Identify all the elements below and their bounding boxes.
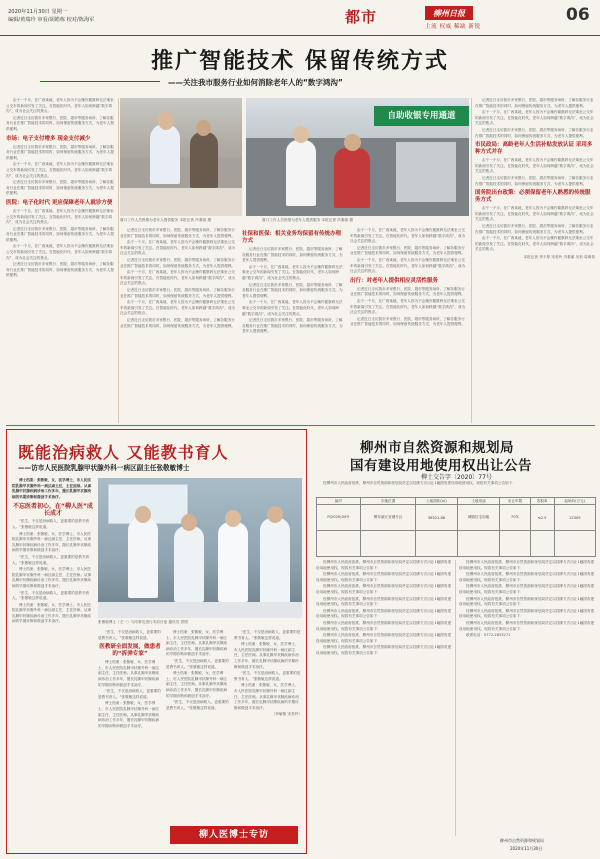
lead-text-block: 记者近日走访我市多家银行、医院、超市等服务场所，了解各服务行业在推广智能技术的同时，如何保留传统服务方式，为老年人提供便利。: [475, 223, 594, 234]
lead-text-block: 记者近日走访我市多家银行、医院、超市等服务场所，了解各服务行业在推广智能技术的同时，如何保留传统服务方式，为老年人提供便利。: [475, 127, 594, 138]
lead-text-block: 记者近日走访我市多家银行、医院、超市等服务场所，了解各服务行业在推广智能技术的同时，如何保留传统服务方式，为老年人提供便利。: [242, 282, 343, 298]
elderly-figure: [190, 132, 218, 188]
notice-text-block: 经柳州市人民政府批准，柳州市自然资源和规划局决定以挂牌方式出让1幅国有建设用地使用权。现将有关事项公告如下：: [459, 620, 595, 631]
lead-text-block: 由于一个月，在广西某地，老年人因为不会操作健康码无法乘坐公交车的新闻引发了关注。在智能化时代，老年人如何跨越“数字鸿沟”，成为社会关注的焦点。: [120, 300, 236, 316]
feature-text-block: 博士档案：张敬敏，女，医学博士，市人民医院乳腺甲状腺外科一病区副主任，主任医师。从事乳腺甲状腺疾病诊治工作多年，擅长乳腺甲状腺疾病的早期诊断和微创手术治疗。: [98, 660, 160, 687]
notice-text-block: 经柳州市人民政府批准，柳州市自然资源和规划局决定以挂牌方式出让1幅国有建设用地使用权。现将有关事项公告如下：: [316, 584, 452, 594]
column-badge: 柳人医博士专访: [170, 826, 298, 844]
feature-column-1: [12, 478, 94, 822]
feature-column-4: [234, 630, 302, 824]
lead-text-block: 由于一个月，在广西某地，老年人因为不会操作健康码无法乘坐公交车的新闻引发了关注。在智能化时代，老年人如何跨越“数字鸿沟”，成为社会关注的焦点。: [242, 264, 343, 280]
lead-text-block: 由于一个月，在广西某地，老年人因为不会操作健康码无法乘坐公交车的新闻引发了关注。在智能化时代，老年人如何跨越“数字鸿沟”，成为社会关注的焦点。: [475, 158, 594, 174]
feature-text-block: 博士档案：张敬敏，女，医学博士，市人民医院乳腺甲状腺外科一病区副主任，主任医师。从事乳腺甲状腺疾病诊治工作多年，擅长乳腺甲状腺疾病的早期诊断和微创手术治疗。: [12, 567, 92, 588]
notice-doc-number: 柳土交告字〔2020〕77号: [421, 474, 492, 481]
table-row: [317, 531, 596, 557]
lead-text-block: 由于一个月，在广西某地，老年人因为不会操作健康码无法乘坐公交车的新闻引发了关注。在智能化时代，老年人如何跨越“数字鸿沟”，成为社会关注的焦点。: [120, 240, 236, 256]
feature-photo-caption: 张敬敏博士（左一）与同事们进行术前讨论 通讯员 供图: [98, 620, 188, 624]
lead-text-block: 由于一个月，在广西某地，老年人因为不会操作健康码无法乘坐公交车的新闻引发了关注。在智能化时代，老年人如何跨越“数字鸿沟”，成为社会关注的焦点。: [475, 236, 594, 252]
lead-text-block: 记者近日走访我市多家银行、医院、超市等服务场所，了解各服务行业在推广智能技术的同时，如何保留传统服务方式，为老年人提供便利。: [475, 98, 594, 108]
lead-intro: 由于一个月，在广西某地，老年人因为不会操作健康码无法乘坐公交车的新闻引发了关注。在智能化时代，老年人如何跨越“数字鸿沟”，成为社会关注的焦点。: [6, 98, 114, 114]
lead-column-3: [242, 228, 346, 423]
feature-text-block: 博士档案：张敬敏，女，医学博士，市人民医院乳腺甲状腺外科一病区副主任，主任医师。从事乳腺甲状腺疾病诊治工作多年，擅长乳腺甲状腺疾病的早期诊断和微创手术治疗。: [166, 671, 228, 698]
subhead-state-council: 国务院出台政策：必须保留老年人熟悉的传统服务方式: [475, 190, 591, 204]
lead-photo2-caption: 窗口工作人员热情为老年人提供服务 本报记者 冯秦丽 摄: [262, 218, 354, 222]
table-cell: [554, 531, 595, 557]
feature-column-3: [166, 630, 230, 824]
feature-text-block: 博士档案：张敬敏，女，医学博士，市人民医院乳腺甲状腺外科一病区副主任，主任医师。从事乳腺甲状腺疾病诊治工作多年，擅长乳腺甲状腺疾病的早期诊断和微创手术治疗。: [98, 701, 160, 728]
feature-text-block: “医生，不仅是治病救人，更重要的是教书育人。”张敬敏这样说道。: [234, 671, 301, 681]
lead-photo-counter: [120, 98, 242, 216]
self-checkout-sign: 自助收银专用通道: [374, 106, 469, 126]
notice-issuer: 柳州市自然资源和规划局: [500, 838, 544, 843]
table-header-cell: 编号: [317, 498, 361, 505]
table-header-cell: 宗地位置: [361, 498, 416, 505]
lead-text-block: 记者近日走访我市多家银行、医院、超市等服务场所，了解各服务行业在推广智能技术的同时，如何保留传统服务方式，为老年人提供便利。: [120, 228, 235, 238]
lead-text-block: 记者近日走访我市多家银行、医院、超市等服务场所，了解各服务行业在推广智能技术的同时，如何保留传统服务方式，为老年人提供便利。: [475, 175, 594, 186]
lead-column-5: [475, 98, 595, 423]
lead-text-block: 记者近日走访我市多家银行、医院、超市等服务场所，了解各服务行业在推广智能技术的同时，如何保留传统服务方式，为老年人提供便利。: [6, 226, 114, 242]
customer-figure: [334, 148, 370, 208]
feature-text-block: 博士档案：张敬敏，女，医学博士，市人民医院乳腺甲状腺外科一病区副主任，主任医师。从事乳腺甲状腺疾病诊治工作多年，擅长乳腺甲状腺疾病的早期诊断和微创手术治疗。: [166, 630, 228, 657]
feature-text-block: “医生，不仅是治病救人，更重要的是教书育人。”张敬敏这样说道。: [12, 554, 90, 565]
feature-text-block: 博士档案：张敬敏，女，医学博士，市人民医院乳腺甲状腺外科一病区副主任，主任医师。从事乳腺甲状腺疾病诊治工作多年，擅长乳腺甲状腺疾病的早期诊断和微创手术治疗。: [234, 642, 299, 669]
nurse-figure: [286, 140, 316, 206]
subhead-civil-affairs: 市民政局：高龄老年人生活补贴发放认证 采用多种方式并存: [475, 142, 593, 156]
page-number: 06: [566, 5, 590, 25]
notice-text-block: 经柳州市人民政府批准，柳州市自然资源和规划局决定以挂牌方式出让1幅国有建设用地使用权。现将有关事项公告如下：: [459, 584, 595, 594]
notice-text-block: 经柳州市人民政府批准，柳州市自然资源和规划局决定以挂牌方式出让1幅国有建设用地使用权。现将有关事项公告如下：: [316, 560, 452, 570]
lead-headline: 推广智能技术 保留传统方式: [151, 48, 449, 74]
notice-column-1: [316, 560, 452, 836]
lead-body: 记者近日走访我市多家银行、医院、超市等服务场所，了解各服务行业在推广智能技术的同时，如何保留传统服务方式，为老年人提供便利。: [6, 115, 114, 131]
section-divider: [6, 425, 595, 426]
feature-text-block: “医生，不仅是治病救人，更重要的是教书育人。”张敬敏这样说道。: [98, 630, 161, 640]
notice-text-block: 经柳州市人民政府批准，柳州市自然资源和规划局决定以挂牌方式出让1幅国有建设用地使用权。现将有关事项公告如下：: [316, 620, 452, 631]
subhead-market: 市场：电子支付增多 现金支付减少: [6, 135, 91, 142]
table-header-cell: 起始价(万元): [554, 498, 595, 505]
doctor-figure: [174, 526, 204, 602]
issue-date: 2020年11月30日 星期一: [8, 9, 68, 15]
notice-date: 2020年11月30日: [510, 846, 543, 851]
table-cell: 36521.88: [416, 505, 457, 531]
table-cell: P(2020)34号: [317, 505, 361, 531]
table-cell: [530, 531, 554, 557]
table-header-cell: 土地面积(㎡): [416, 498, 457, 505]
notice-intro-block: [316, 481, 596, 496]
lead-text-block: 记者近日走访我市多家银行、医院、超市等服务场所，了解各服务行业在推广智能技术的同时，如何保留传统服务方式，为老年人提供便利。: [120, 287, 235, 298]
table-cell: 柳东新区官塘片区: [361, 505, 416, 531]
lead-column-1: [6, 98, 116, 423]
lead-column-2: [120, 228, 238, 423]
doctor-figure: [128, 518, 158, 598]
table-cell: 城镇住宅用地: [457, 505, 500, 531]
notice-title-line2: 国有建设用地使用权出让公告: [350, 458, 532, 474]
lead-text-block: 由于一个月，在广西某地，老年人因为不会操作健康码无法乘坐公交车的新闻引发了关注。在智能化时代，老年人如何跨越“数字鸿沟”，成为社会关注的焦点。: [242, 300, 343, 316]
table-cell: 70年: [500, 505, 530, 531]
table-header-cell: 容积率: [530, 498, 554, 505]
feature-text-block: “医生，不仅是治病救人，更重要的是教书育人。”张敬敏这样说道。: [12, 590, 90, 601]
subhead-travel: 出行：对老年人提供相应灵活性服务: [350, 277, 439, 284]
lead-text-block: 由于一个月，在广西某地，老年人因为不会操作健康码无法乘坐公交车的新闻引发了关注。在智能化时代，老年人如何跨越“数字鸿沟”，成为社会关注的焦点。: [6, 244, 114, 260]
feature-text-block: “医生，不仅是治病救人，更重要的是教书育人。”张敬敏这样说道。: [234, 630, 301, 640]
lead-text-block: 记者近日走访我市多家银行、医院、超市等服务场所，了解各服务行业在推广智能技术的同时，如何保留传统服务方式，为老年人提供便利。: [6, 180, 114, 196]
table-cell: 12309: [554, 505, 595, 531]
feature-photo: [98, 478, 302, 618]
table-cell: ≤2.5: [530, 505, 554, 531]
column-divider: [455, 560, 456, 836]
notice-text-block: 经柳州市人民政府批准，柳州市自然资源和规划局决定以挂牌方式出让1幅国有建设用地使用权。现将有关事项公告如下：: [459, 608, 595, 619]
notice-text-block: 经柳州市人民政府批准，柳州市自然资源和规划局决定以挂牌方式出让1幅国有建设用地使用权。现将有关事项公告如下：: [316, 572, 452, 582]
lead-photo-supermarket: [246, 98, 469, 216]
feature-subhead-1: 不忘医者初心，在“柳人医”成长成才: [13, 503, 93, 518]
doctor-figure: [260, 518, 290, 604]
table-header-row: [317, 498, 596, 505]
lead-text-block: 记者近日走访我市多家银行、医院、超市等服务场所，了解各服务行业在推广智能技术的同时，如何保留传统服务方式，为老年人提供便利。: [242, 247, 343, 263]
table-cell: [317, 531, 361, 557]
notice-table: [316, 497, 596, 557]
staff-figure: [150, 124, 180, 184]
table-cell: [457, 531, 500, 557]
feature-subheadline: ——访市人民医院乳腺甲状腺外科一病区副主任张敬敏博士: [18, 464, 190, 472]
table-header-cell: 土地用途: [457, 498, 500, 505]
feature-lead: 博士档案：张敬敏，女，医学博士，市人民医院乳腺甲状腺外科一病区副主任，主任医师。从事乳腺甲状腺疾病诊治工作多年，擅长乳腺甲状腺疾病的早期诊断和微创手术治疗。: [12, 478, 92, 499]
notice-text-block: 经柳州市人民政府批准，柳州市自然资源和规划局决定以挂牌方式出让1幅国有建设用地使用权。现将有关事项公告如下：: [459, 596, 595, 607]
newspaper-slogan: 主流 权威 稀缺 新锐: [425, 24, 481, 30]
section-title: 都市: [345, 8, 378, 26]
notice-text-block: 经柳州市人民政府批准，柳州市自然资源和规划局决定以挂牌方式出让1幅国有建设用地使用权。现将有关事项公告如下：: [316, 645, 452, 655]
column-divider: [471, 98, 472, 423]
lead-text-block: 记者近日走访我市多家银行、医院、超市等服务场所，了解各服务行业在推广智能技术的同时，如何保留传统服务方式，为老年人提供便利。: [120, 317, 235, 328]
notice-intro: 经柳州市人民政府批准，柳州市自然资源和规划局决定以挂牌方式出让1幅国有建设用地使用权。现将有关事项公告如下：: [323, 481, 516, 485]
notice-text-block: 经柳州市人民政府批准，柳州市自然资源和规划局决定以挂牌方式出让1幅国有建设用地使用权。现将有关事项公告如下：: [316, 596, 452, 607]
feature-headline: 既能治病救人 又能教书育人: [18, 443, 229, 462]
lead-text-block: 记者近日走访我市多家银行、医院、超市等服务场所，了解各服务行业在推广智能技术的同时，如何保留传统服务方式，为老年人提供便利。: [6, 262, 114, 278]
notice-contact: 联系电话：0772-2833271: [466, 633, 511, 638]
lead-text-block: 由于一个月，在广西某地，老年人因为不会操作健康码无法乘坐公交车的新闻引发了关注。在智能化时代，老年人如何跨越“数字鸿沟”，成为社会关注的焦点。: [350, 228, 466, 244]
lead-text-block: 由于一个月，在广西某地，老年人因为不会操作健康码无法乘坐公交车的新闻引发了关注。在智能化时代，老年人如何跨越“数字鸿沟”，成为社会关注的焦点。: [120, 270, 236, 286]
feature-text-block: “医生，不仅是治病救人，更重要的是教书育人。”张敬敏这样说道。: [166, 700, 229, 710]
feature-text-block: 博士档案：张敬敏，女，医学博士，市人民医院乳腺甲状腺外科一病区副主任，主任医师。从事乳腺甲状腺疾病诊治工作多年，擅长乳腺甲状腺疾病的早期诊断和微创手术治疗。: [12, 602, 92, 624]
notice-text-block: 经柳州市人民政府批准，柳州市自然资源和规划局决定以挂牌方式出让1幅国有建设用地使用权。现将有关事项公告如下：: [459, 572, 595, 582]
lead-text-block: 由于一个月，在广西某地，老年人因为不会操作健康码无法乘坐公交车的新闻引发了关注。在智能化时代，老年人如何跨越“数字鸿沟”，成为社会关注的焦点。: [6, 208, 114, 225]
notice-title-line1: 柳州市自然资源和规划局: [360, 440, 514, 456]
subhead-social-security: 社保和医保：相关业务均保留有传统办理方式: [242, 231, 342, 244]
notice-text-block: 经柳州市人民政府批准，柳州市自然资源和规划局决定以挂牌方式出让1幅国有建设用地使用权。现将有关事项公告如下：: [459, 560, 595, 570]
lead-text-block: 记者近日走访我市多家银行、医院、超市等服务场所，了解各服务行业在推广智能技术的同时，如何保留传统服务方式，为老年人提供便利。: [350, 245, 465, 256]
lead-text-block: 记者近日走访我市多家银行、医院、超市等服务场所，了解各服务行业在推广智能技术的同时，如何保留传统服务方式，为老年人提供便利。: [350, 316, 465, 327]
lead-text-block: 由于一个月，在广西某地，老年人因为不会操作健康码无法乘坐公交车的新闻引发了关注。在智能化时代，老年人如何跨越“数字鸿沟”，成为社会关注的焦点。: [350, 298, 466, 315]
table-row: [317, 505, 596, 531]
doctor-figure: [218, 522, 248, 602]
feature-text-block: 博士档案：张敬敏，女，医学博士，市人民医院乳腺甲状腺外科一病区副主任，主任医师。从事乳腺甲状腺疾病诊治工作多年，擅长乳腺甲状腺疾病的早期诊断和微创手术治疗。: [234, 683, 299, 710]
lead-byline: 本报记者 李丰厚 宋美玲 冯秦丽 吴松 周明伟: [523, 254, 595, 259]
lead-text-block: 记者近日走访我市多家银行、医院、超市等服务场所，了解各服务行业在推广智能技术的同时，如何保留传统服务方式，为老年人提供便利。: [350, 286, 465, 297]
feature-text-block: 博士档案：张敬敏，女，医学博士，市人民医院乳腺甲状腺外科一病区副主任，主任医师。从事乳腺甲状腺疾病诊治工作多年，擅长乳腺甲状腺疾病的早期诊断和微创手术治疗。: [12, 531, 92, 553]
feature-column-2: [98, 630, 162, 824]
table-header-cell: 出让年限: [500, 498, 530, 505]
subhead-hospital: 医院：电子化时代 更应保障老年人就诊方便: [6, 199, 113, 206]
lead-text-block: 由于一个月，在广西某地，老年人因为不会操作健康码无法乘坐公交车的新闻引发了关注。在智能化时代，老年人如何跨越“数字鸿沟”，成为社会关注的焦点。: [6, 162, 114, 178]
feature-text-block: “医生，不仅是治病救人，更重要的是教书育人。”张敬敏这样说道。: [98, 689, 161, 699]
notice-text-block: 经柳州市人民政府批准，柳州市自然资源和规划局决定以挂牌方式出让1幅国有建设用地使用权。现将有关事项公告如下：: [316, 633, 452, 643]
feature-quote: “医生，不仅是治病救人，更重要的是教书育人。”张敬敏这样说道。: [12, 519, 90, 529]
feature-byline: （李敏敏 宋美玲）: [271, 712, 302, 717]
editor-line: 编辑/黄瑞玲 审看/胡皓栋 校对/陈海军: [8, 17, 95, 23]
table-cell: [416, 531, 457, 557]
column-divider: [118, 98, 119, 423]
lead-text-block: 记者近日走访我市多家银行、医院、超市等服务场所，了解各服务行业在推广智能技术的同时，如何保留传统服务方式，为老年人提供便利。: [242, 318, 343, 334]
masthead: [0, 0, 600, 36]
feature-subhead-2: 医教研全面发展，做患者的“拆弹专家”: [99, 644, 161, 658]
table-cell: [361, 531, 416, 557]
notice-text-block: 经柳州市人民政府批准，柳州市自然资源和规划局决定以挂牌方式出让1幅国有建设用地使用权。现将有关事项公告如下：: [316, 608, 452, 619]
lead-text-block: 由于一个月，在广西某地，老年人因为不会操作健康码无法乘坐公交车的新闻引发了关注。在智能化时代，老年人如何跨越“数字鸿沟”，成为社会关注的焦点。: [475, 110, 594, 126]
notice-column-2: [459, 560, 595, 836]
table-cell: [500, 531, 530, 557]
headline-rule: [40, 81, 160, 82]
lead-text-block: 记者近日走访我市多家银行、医院、超市等服务场所，了解各服务行业在推广智能技术的同时，如何保留传统服务方式，为老年人提供便利。: [120, 257, 235, 268]
lead-text-block: 由于一个月，在广西某地，老年人因为不会操作健康码无法乘坐公交车的新闻引发了关注。在智能化时代，老年人如何跨越“数字鸿沟”，成为社会关注的焦点。: [350, 257, 466, 274]
lead-subheadline: ——关注我市服务行业如何消除老年人的“数字鸿沟”: [168, 78, 343, 87]
lead-photo1-caption: 窗口工作人员热情为老年人提供服务 本报记者 冯秦丽 摄: [120, 218, 212, 222]
feature-text-block: “医生，不仅是治病救人，更重要的是教书育人。”张敬敏这样说道。: [166, 658, 229, 669]
lead-body-repeat: 记者近日走访我市多家银行、医院、超市等服务场所，了解各服务行业在推广智能技术的同时，如何保留传统服务方式，为老年人提供便利。: [6, 144, 114, 160]
lead-text-block: 由于一个月，在广西某地，老年人因为不会操作健康码无法乘坐公交车的新闻引发了关注。在智能化时代，老年人如何跨越“数字鸿沟”，成为社会关注的焦点。: [475, 206, 594, 222]
lead-column-4: [350, 228, 468, 423]
newspaper-logo: 柳州日报: [425, 6, 473, 20]
